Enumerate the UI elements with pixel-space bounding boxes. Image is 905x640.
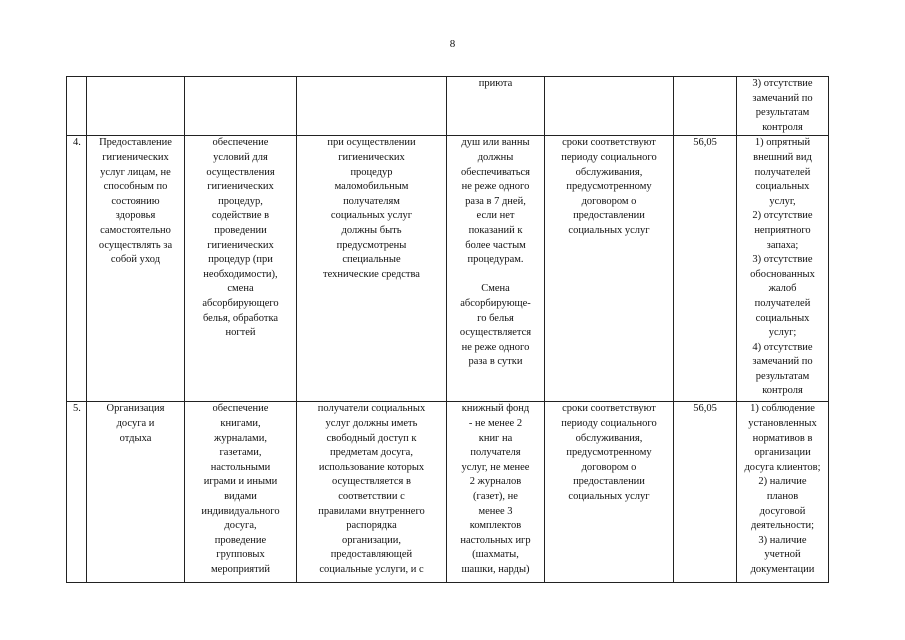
cell-volume: книжный фонд - не менее 2 книг на получателя услуг, не менее 2 журналов (газет), не менее 3 комплектов настольных игр (шахматы, шашки, нарды) — [447, 402, 545, 583]
cell-price: 56,05 — [674, 402, 737, 583]
cell-number: 5. — [67, 402, 87, 583]
cell-number — [67, 77, 87, 136]
cell-conditions: при осуществлении гигиенических процедур маломобильным получателям социальных услуг должны быть предусмотрены специальные технические средства — [297, 136, 447, 402]
cell-price — [674, 77, 737, 136]
cell-volume: душ или ванны должны обеспечиваться не реже одного раза в 7 дней, если нет показаний к более частым процедурам. Смена абсорбирующе- го белья осуществляется не реже одного раза в сутки — [447, 136, 545, 402]
cell-conditions — [297, 77, 447, 136]
cell-service-name: Организация досуга и отдыха — [87, 402, 185, 583]
cell-conditions: получатели социальных услуг должны иметь свободный доступ к предметам досуга, использование которых осуществляется в соответствии с правилами внутреннего распорядка организации, предоставляющей социальные услуги, и с — [297, 402, 447, 583]
cell-quality-indicators: 3) отсутствие замечаний по результатам контроля — [737, 77, 829, 136]
cell-quality-indicators: 1) соблюдение установленных нормативов в организации досуга клиентов; 2) наличие планов досуговой деятельности; 3) наличие учетной документации — [737, 402, 829, 583]
page-number: 8 — [449, 38, 456, 50]
cell-terms — [545, 77, 674, 136]
table-row — [67, 77, 829, 136]
cell-service-name: Предоставление гигиенических услуг лицам, не способным по состоянию здоровья самостоятельно осуществлять за собой уход — [87, 136, 185, 402]
cell-service-content: обеспечение условий для осуществления гигиенических процедур, содействие в проведении гигиенических процедур (при необходимости), смена абсорбирующего белья, обработка ногтей — [185, 136, 297, 402]
cell-service-content: обеспечение книгами, журналами, газетами, настольными играми и иными видами индивидуального досуга, проведение групповых мероприятий — [185, 402, 297, 583]
cell-volume: приюта — [447, 77, 545, 136]
cell-quality-indicators: 1) опрятный внешний вид получателей социальных услуг, 2) отсутствие неприятного запаха; 3) отсутствие обоснованных жалоб получателей социальных услуг; 4) отсутствие замечаний по результатам контроля — [737, 136, 829, 402]
services-table — [66, 76, 829, 583]
cell-service-content — [185, 77, 297, 136]
cell-price: 56,05 — [674, 136, 737, 402]
cell-terms: сроки соответствуют периоду социального обслуживания, предусмотренному договором о предоставлении социальных услуг — [545, 402, 674, 583]
cell-service-name — [87, 77, 185, 136]
cell-number: 4. — [67, 136, 87, 402]
table-row — [67, 136, 829, 402]
cell-terms: сроки соответствуют периоду социального обслуживания, предусмотренному договором о предоставлении социальных услуг — [545, 136, 674, 402]
table-row — [67, 402, 829, 583]
